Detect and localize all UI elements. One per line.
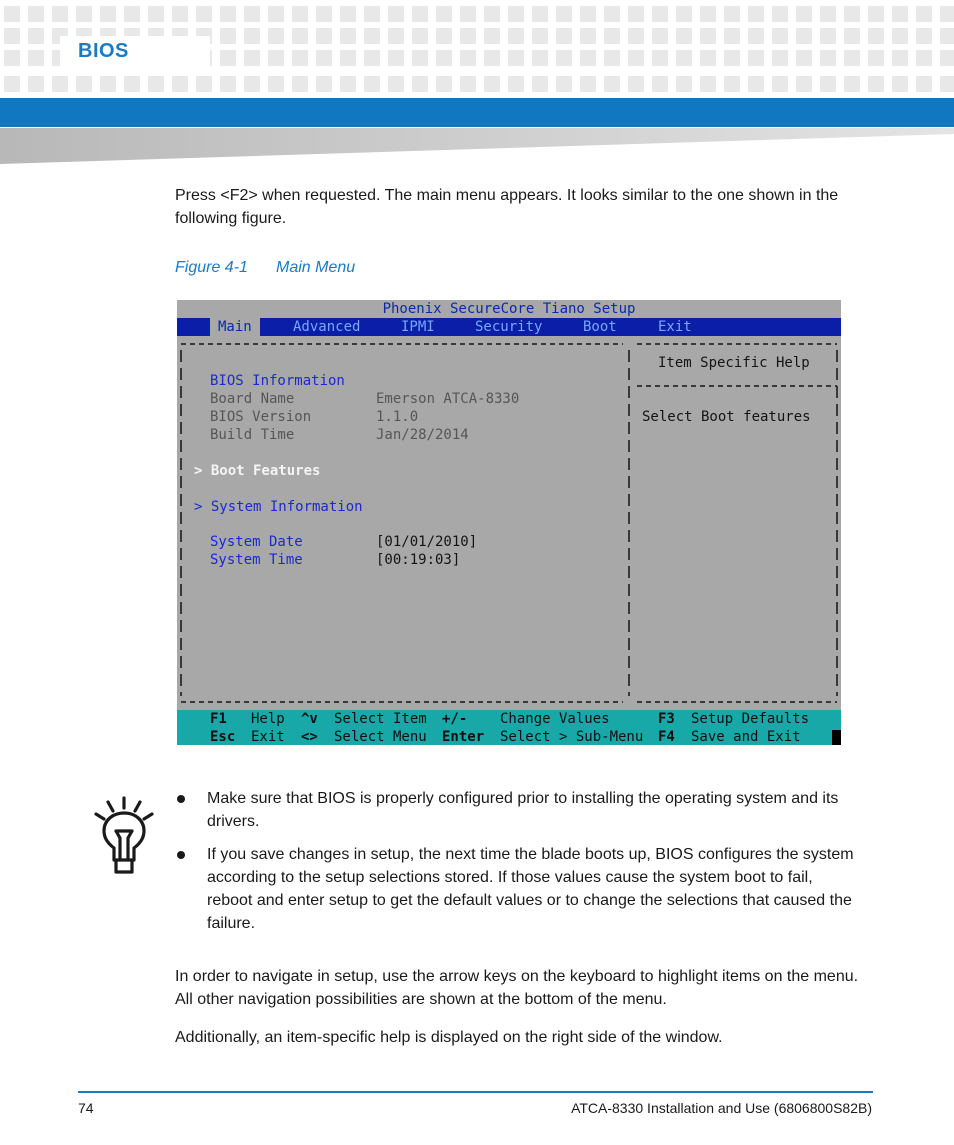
key-f4: F4 bbox=[658, 729, 675, 745]
header-square bbox=[124, 6, 140, 22]
header-square bbox=[412, 50, 428, 66]
header-square bbox=[916, 6, 932, 22]
header-square bbox=[772, 28, 788, 44]
header-pattern bbox=[0, 0, 954, 96]
header-square bbox=[868, 76, 884, 92]
header-square bbox=[148, 6, 164, 22]
header-square bbox=[460, 50, 476, 66]
header-square bbox=[844, 6, 860, 22]
bios-title: Phoenix SecureCore Tiano Setup bbox=[177, 300, 841, 318]
header-square bbox=[724, 28, 740, 44]
header-square bbox=[940, 76, 954, 92]
header-square bbox=[52, 76, 68, 92]
bios-key-legend bbox=[177, 710, 841, 745]
header-square bbox=[772, 6, 788, 22]
board-name-label: Board Name bbox=[210, 391, 295, 407]
header-square bbox=[316, 6, 332, 22]
header-square bbox=[892, 6, 908, 22]
header-square bbox=[772, 50, 788, 66]
header-square bbox=[28, 28, 44, 44]
header-square bbox=[28, 6, 44, 22]
header-square bbox=[820, 76, 836, 92]
header-square bbox=[508, 50, 524, 66]
header-square bbox=[556, 76, 572, 92]
bullet-dot bbox=[177, 851, 185, 859]
header-wedge bbox=[0, 128, 954, 164]
bios-version-value: 1.1.0 bbox=[376, 409, 419, 425]
key-plusminus: +/- bbox=[442, 711, 468, 727]
header-square bbox=[412, 6, 428, 22]
figure-caption bbox=[175, 259, 356, 277]
header-square bbox=[580, 28, 596, 44]
header-square bbox=[52, 6, 68, 22]
header-square bbox=[484, 76, 500, 92]
header-square bbox=[532, 50, 548, 66]
header-square bbox=[916, 28, 932, 44]
header-square bbox=[676, 28, 692, 44]
header-square bbox=[916, 76, 932, 92]
header-square bbox=[820, 28, 836, 44]
header-square bbox=[364, 6, 380, 22]
header-square bbox=[364, 76, 380, 92]
key-enter: Enter bbox=[442, 729, 485, 745]
header-square bbox=[388, 6, 404, 22]
system-date-label: System Date bbox=[210, 534, 303, 550]
key-updown: ^v bbox=[301, 711, 318, 727]
header-square bbox=[268, 50, 284, 66]
key-leftright-text: Select Menu bbox=[334, 729, 427, 745]
header-square bbox=[316, 28, 332, 44]
header-square bbox=[364, 50, 380, 66]
key-f3: F3 bbox=[658, 711, 675, 727]
header-square bbox=[868, 50, 884, 66]
header-square bbox=[796, 28, 812, 44]
header-square bbox=[4, 50, 20, 66]
header-square bbox=[292, 50, 308, 66]
header-square bbox=[844, 50, 860, 66]
bullet-dot bbox=[177, 795, 185, 803]
system-date-value[interactable]: [01/01/2010] bbox=[376, 534, 478, 550]
header-square bbox=[916, 50, 932, 66]
header-square bbox=[436, 6, 452, 22]
header-square bbox=[364, 28, 380, 44]
header-square bbox=[244, 28, 260, 44]
header-square bbox=[100, 76, 116, 92]
header-square bbox=[868, 28, 884, 44]
help-title: Item Specific Help bbox=[658, 355, 810, 371]
header-square bbox=[28, 76, 44, 92]
header-square bbox=[700, 50, 716, 66]
key-leftright: <> bbox=[301, 729, 318, 745]
header-square bbox=[508, 76, 524, 92]
header-square bbox=[436, 28, 452, 44]
page-number: 74 bbox=[78, 1100, 94, 1116]
header-square bbox=[604, 6, 620, 22]
header-square bbox=[196, 76, 212, 92]
header-square bbox=[676, 76, 692, 92]
bios-version-label: BIOS Version bbox=[210, 409, 312, 425]
header-square bbox=[628, 28, 644, 44]
header-square bbox=[172, 6, 188, 22]
header-square bbox=[220, 6, 236, 22]
bios-menu-advanced[interactable]: Advanced bbox=[293, 319, 361, 335]
header-square bbox=[724, 76, 740, 92]
header-square bbox=[292, 76, 308, 92]
key-updown-text: Select Item bbox=[334, 711, 427, 727]
header-square bbox=[436, 76, 452, 92]
header-square bbox=[892, 76, 908, 92]
header-square bbox=[772, 76, 788, 92]
header-square bbox=[652, 76, 668, 92]
system-time-label: System Time bbox=[210, 552, 303, 568]
header-square bbox=[268, 28, 284, 44]
header-square bbox=[676, 50, 692, 66]
bios-menu-ipmi[interactable]: IPMI bbox=[401, 319, 435, 335]
header-square bbox=[652, 28, 668, 44]
header-square bbox=[532, 28, 548, 44]
header-square bbox=[580, 6, 596, 22]
header-square bbox=[796, 76, 812, 92]
header-square bbox=[244, 76, 260, 92]
system-information-submenu[interactable]: > System Information bbox=[194, 499, 363, 515]
header-square bbox=[4, 6, 20, 22]
header-square bbox=[820, 50, 836, 66]
bios-screenshot bbox=[177, 300, 841, 745]
header-square bbox=[844, 76, 860, 92]
header-square bbox=[124, 76, 140, 92]
key-f1: F1 bbox=[210, 711, 227, 727]
header-square bbox=[652, 50, 668, 66]
header-square bbox=[748, 50, 764, 66]
board-name-value: Emerson ATCA-8330 bbox=[376, 391, 520, 407]
header-square bbox=[460, 6, 476, 22]
header-square bbox=[676, 6, 692, 22]
key-f4-text: Save and Exit bbox=[691, 729, 801, 745]
bios-menu-boot[interactable]: Boot bbox=[583, 319, 617, 335]
header-square bbox=[292, 28, 308, 44]
header-square bbox=[652, 6, 668, 22]
header-square bbox=[172, 76, 188, 92]
header-square bbox=[76, 76, 92, 92]
header-square bbox=[532, 76, 548, 92]
header-square bbox=[484, 28, 500, 44]
bios-menu-bar bbox=[177, 318, 841, 336]
text-cursor bbox=[832, 730, 841, 745]
header-square bbox=[508, 28, 524, 44]
boot-features-submenu[interactable]: > Boot Features bbox=[194, 463, 321, 479]
header-square bbox=[484, 50, 500, 66]
header-square bbox=[28, 50, 44, 66]
header-square bbox=[220, 50, 236, 66]
bios-menu-exit[interactable]: Exit bbox=[658, 319, 692, 335]
header-square bbox=[460, 28, 476, 44]
header-square bbox=[748, 6, 764, 22]
header-square bbox=[580, 50, 596, 66]
header-square bbox=[340, 76, 356, 92]
header-square bbox=[628, 76, 644, 92]
header-square bbox=[244, 50, 260, 66]
header-square bbox=[700, 28, 716, 44]
header-square bbox=[628, 6, 644, 22]
header-square bbox=[700, 6, 716, 22]
header-square bbox=[388, 28, 404, 44]
lightbulb-icon bbox=[92, 796, 156, 876]
header-square bbox=[388, 76, 404, 92]
header-square bbox=[724, 6, 740, 22]
header-square bbox=[868, 6, 884, 22]
header-square bbox=[532, 6, 548, 22]
header-square bbox=[436, 50, 452, 66]
system-time-value[interactable]: [00:19:03] bbox=[376, 552, 461, 568]
header-square bbox=[796, 6, 812, 22]
key-esc: Esc bbox=[210, 729, 236, 745]
header-square bbox=[316, 50, 332, 66]
header-square bbox=[844, 28, 860, 44]
bios-menu-security[interactable]: Security bbox=[475, 319, 543, 335]
header-square bbox=[4, 76, 20, 92]
header-square bbox=[220, 28, 236, 44]
header-square bbox=[244, 6, 260, 22]
help-text: Select Boot features bbox=[642, 409, 811, 425]
header-square bbox=[268, 76, 284, 92]
header-square bbox=[892, 50, 908, 66]
header-square bbox=[940, 28, 954, 44]
header-square bbox=[484, 6, 500, 22]
build-time-value: Jan/28/2014 bbox=[376, 427, 469, 443]
tip-bullet-2: If you save changes in setup, the next time the blade boots up, BIOS configures the system according to the setup selections stored. If those values cause the system boot to fail, reboot and enter setup to get the default values or to change the selections that caused the failure. bbox=[207, 846, 854, 932]
header-square bbox=[892, 28, 908, 44]
key-esc-text: Exit bbox=[251, 729, 285, 745]
header-square bbox=[292, 6, 308, 22]
header-square bbox=[556, 50, 572, 66]
header-square bbox=[628, 50, 644, 66]
key-enter-text: Select > Sub-Menu bbox=[500, 729, 644, 745]
header-square bbox=[76, 6, 92, 22]
header-square bbox=[700, 76, 716, 92]
header-square bbox=[460, 76, 476, 92]
header-square bbox=[556, 6, 572, 22]
header-square bbox=[268, 6, 284, 22]
header-square bbox=[340, 28, 356, 44]
bios-menu-main[interactable]: Main bbox=[210, 318, 260, 336]
key-f3-text: Setup Defaults bbox=[691, 711, 810, 727]
header-square bbox=[580, 76, 596, 92]
header-square bbox=[100, 6, 116, 22]
navigation-paragraph: In order to navigate in setup, use the arrow keys on the keyboard to highlight items on the menu. All other navigation possibilities are shown at the bottom of the menu. bbox=[175, 968, 859, 1008]
header-square bbox=[148, 76, 164, 92]
header-square bbox=[196, 6, 212, 22]
header-band bbox=[0, 98, 954, 127]
section-title: BIOS bbox=[78, 40, 129, 62]
header-square bbox=[796, 50, 812, 66]
key-plusminus-text: Change Values bbox=[500, 711, 610, 727]
footer-rule bbox=[78, 1091, 873, 1093]
key-f1-text: Help bbox=[251, 711, 285, 727]
header-square bbox=[604, 76, 620, 92]
header-square bbox=[556, 28, 572, 44]
document-title: ATCA-8330 Installation and Use (6806800S82B) bbox=[571, 1100, 872, 1116]
header-square bbox=[220, 76, 236, 92]
figure-number: Figure 4-1 bbox=[175, 259, 248, 276]
header-square bbox=[340, 6, 356, 22]
header-square bbox=[4, 28, 20, 44]
header-square bbox=[724, 50, 740, 66]
header-square bbox=[508, 6, 524, 22]
header-square bbox=[412, 76, 428, 92]
header-square bbox=[604, 50, 620, 66]
header-square bbox=[412, 28, 428, 44]
header-square bbox=[940, 6, 954, 22]
figure-title: Main Menu bbox=[276, 259, 356, 276]
header-square bbox=[748, 76, 764, 92]
header-square bbox=[316, 76, 332, 92]
header-square bbox=[388, 50, 404, 66]
bios-info-heading: BIOS Information bbox=[210, 373, 345, 389]
header-square bbox=[340, 50, 356, 66]
tip-bullet-1: Make sure that BIOS is properly configured prior to installing the operating system and its drivers. bbox=[207, 790, 839, 830]
header-square bbox=[940, 50, 954, 66]
build-time-label: Build Time bbox=[210, 427, 295, 443]
header-square bbox=[820, 6, 836, 22]
help-paragraph: Additionally, an item-specific help is displayed on the right side of the window. bbox=[175, 1029, 723, 1046]
intro-paragraph: Press <F2> when requested. The main menu appears. It looks similar to the one shown in the following figure. bbox=[175, 187, 839, 227]
header-square bbox=[748, 28, 764, 44]
header-square bbox=[604, 28, 620, 44]
